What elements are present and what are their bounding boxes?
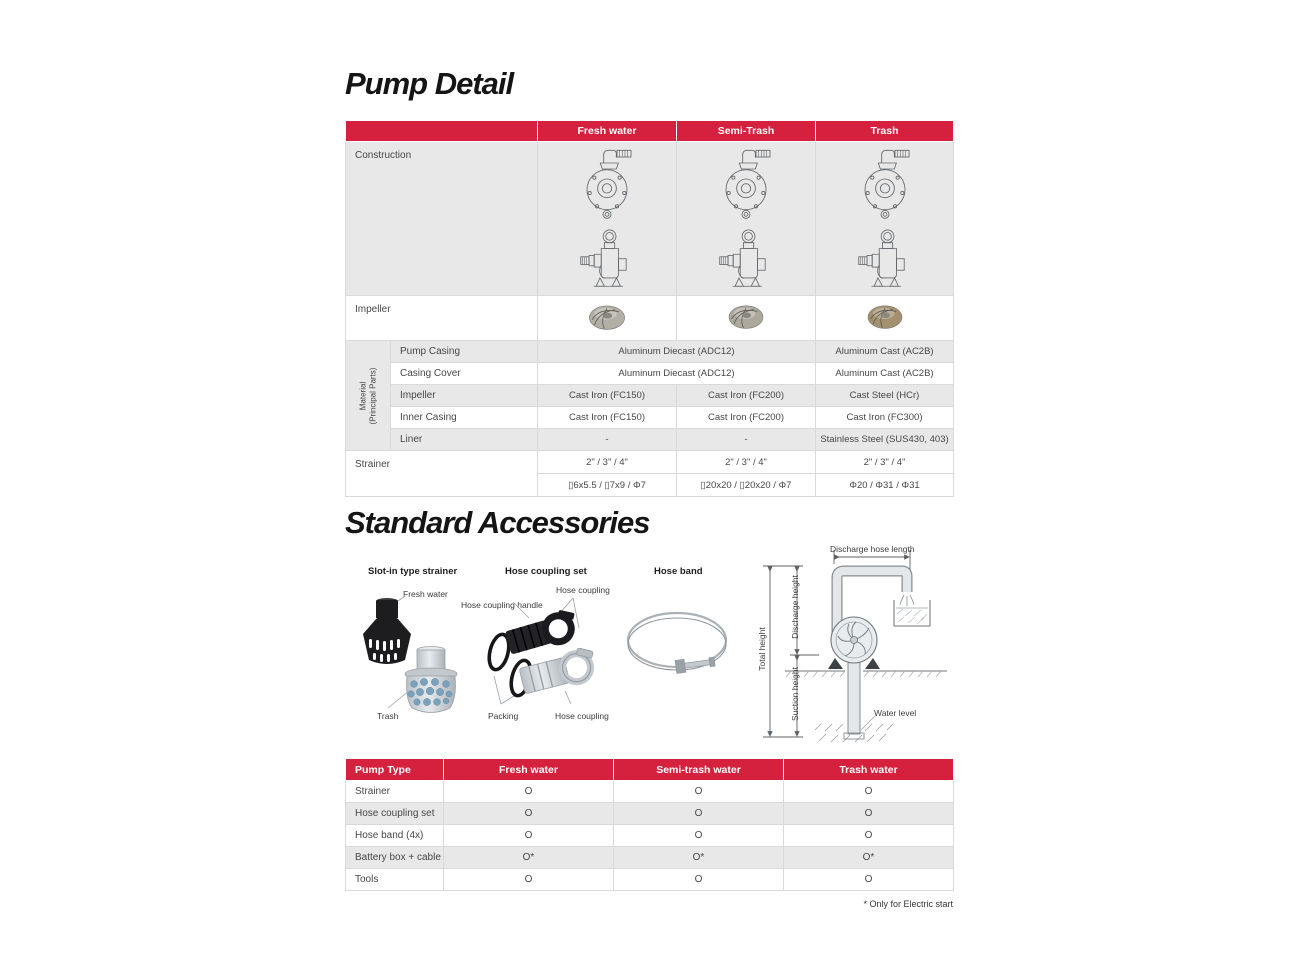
- material-sublabel: Inner Casing: [391, 407, 538, 429]
- accessory-table-header-row: [346, 759, 954, 781]
- impeller-photo-fresh: [538, 296, 677, 341]
- header-semi-trash-water: Semi-trash water: [614, 759, 784, 781]
- pump-side-drawing: [568, 228, 646, 292]
- header-trash-water: Trash water: [784, 759, 954, 781]
- material-value: Cast Iron (FC200): [677, 407, 816, 429]
- header-pump-type: Pump Type: [346, 759, 444, 781]
- pump-detail-table: [345, 120, 954, 497]
- header-semi-trash: Semi-Trash: [677, 121, 816, 142]
- material-label-line1: Material: [358, 381, 367, 410]
- hose-band-image: [622, 600, 734, 695]
- strainer-trash-label: Trash: [377, 711, 399, 721]
- cell-value: O: [614, 869, 784, 891]
- total-height-label: Total height: [757, 627, 767, 671]
- strainer-size-row: [346, 451, 954, 474]
- cell-value: O: [614, 825, 784, 847]
- pump-front-drawing: [569, 145, 645, 225]
- hose-coupling-set-title: Hose coupling set: [505, 566, 587, 577]
- accessory-row-battery-box: [346, 847, 954, 869]
- material-group-label: [346, 341, 391, 451]
- pump-side-drawing: [707, 228, 785, 292]
- row-label: Strainer: [346, 781, 444, 803]
- construction-row: [346, 142, 954, 296]
- pump-side-drawing: [843, 228, 927, 292]
- hose-coupling-set-image: [455, 596, 605, 710]
- cell-value: O: [784, 869, 954, 891]
- accessory-row-hose-band: [346, 825, 954, 847]
- slot-in-strainer-image: [358, 596, 463, 718]
- hose-coupling-bottom-label: Hose coupling: [555, 711, 609, 721]
- discharge-hose-length-label: Discharge hose length: [830, 544, 915, 554]
- material-label-line2: (Principal Parts): [368, 367, 377, 424]
- material-value: -: [538, 429, 677, 451]
- cell-value: O*: [444, 847, 614, 869]
- fresh-water-strainer: [363, 598, 411, 664]
- water-level-label: Water level: [874, 708, 917, 718]
- row-label: Battery box + cable: [346, 847, 444, 869]
- page-title-pump-detail: Pump Detail: [345, 66, 514, 101]
- material-row-liner: [346, 429, 954, 451]
- impeller-row: [346, 296, 954, 341]
- impeller-photo-semi-trash: [677, 296, 816, 341]
- page-title-standard-accessories: Standard Accessories: [345, 505, 650, 540]
- pump-table-header-row: [346, 121, 954, 142]
- material-sublabel: Casing Cover: [391, 363, 538, 385]
- material-sublabel: Liner: [391, 429, 538, 451]
- strainer-size: 2" / 3" / 4": [677, 451, 816, 474]
- metal-hose-coupling: [518, 644, 600, 694]
- pump-installation-diagram: [757, 540, 957, 745]
- standard-accessories-table: [345, 758, 954, 891]
- cell-value: O*: [614, 847, 784, 869]
- strainer-mesh: Φ20 / Φ31 / Φ31: [816, 474, 954, 497]
- header-blank: [346, 121, 538, 142]
- accessory-row-hose-coupling-set: [346, 803, 954, 825]
- header-fresh-water: Fresh water: [444, 759, 614, 781]
- hose-coupling-top-label: Hose coupling: [556, 585, 610, 595]
- pump-front-drawing: [708, 145, 784, 225]
- strainer-mesh: ▯20x20 / ▯20x20 / Φ7: [677, 474, 816, 497]
- cell-value: O: [784, 825, 954, 847]
- cell-value: O: [784, 781, 954, 803]
- cell-value: O: [444, 803, 614, 825]
- electric-start-footnote: * Only for Electric start: [863, 899, 953, 909]
- suction-height-label: Suction height: [790, 667, 800, 721]
- header-fresh-water: Fresh water: [538, 121, 677, 142]
- hose-coupling-handle-label: Hose coupling handle: [461, 600, 543, 610]
- pump-front-drawing: [844, 145, 926, 225]
- material-value: Aluminum Cast (AC2B): [816, 363, 954, 385]
- strainer-size: 2" / 3" / 4": [816, 451, 954, 474]
- cell-value: O: [614, 803, 784, 825]
- impeller-label: Impeller: [346, 296, 538, 341]
- cell-value: O*: [784, 847, 954, 869]
- construction-label: Construction: [346, 142, 538, 296]
- material-row-impeller: [346, 385, 954, 407]
- material-sublabel: Impeller: [391, 385, 538, 407]
- material-value: Aluminum Cast (AC2B): [816, 341, 954, 363]
- strainer-mesh: ▯6x5.5 / ▯7x9 / Φ7: [538, 474, 677, 497]
- strainer-size: 2" / 3" / 4": [538, 451, 677, 474]
- strainer-label: Strainer: [346, 451, 538, 497]
- packing-label: Packing: [488, 711, 519, 721]
- material-value: -: [677, 429, 816, 451]
- material-value: Cast Iron (FC150): [538, 385, 677, 407]
- cell-value: O: [444, 869, 614, 891]
- row-label: Hose coupling set: [346, 803, 444, 825]
- impeller-photo-trash: [816, 296, 954, 341]
- strainer-fresh-water-label: Fresh water: [403, 589, 448, 599]
- material-row-inner-casing: [346, 407, 954, 429]
- material-value: Cast Steel (HCr): [816, 385, 954, 407]
- row-label: Tools: [346, 869, 444, 891]
- material-value: Aluminum Diecast (ADC12): [538, 341, 816, 363]
- trash-strainer: [405, 647, 457, 713]
- construction-drawing-fresh: [538, 142, 677, 296]
- slot-in-strainer-title: Slot-in type strainer: [368, 566, 458, 577]
- black-hose-coupling: [503, 606, 581, 656]
- material-value: Cast Iron (FC300): [816, 407, 954, 429]
- construction-drawing-semi-trash: [677, 142, 816, 296]
- material-value: Stainless Steel (SUS430, 403): [816, 429, 954, 451]
- accessory-row-strainer: [346, 781, 954, 803]
- row-label: Hose band (4x): [346, 825, 444, 847]
- cell-value: O: [784, 803, 954, 825]
- hose-band-bolt: [675, 655, 715, 673]
- header-trash: Trash: [816, 121, 954, 142]
- discharge-height-label: Discharge height: [790, 575, 800, 639]
- cell-value: O: [444, 825, 614, 847]
- cell-value: O: [614, 781, 784, 803]
- material-row-pump-casing: [346, 341, 954, 363]
- construction-drawing-trash: [816, 142, 954, 296]
- cell-value: O: [444, 781, 614, 803]
- material-value: Cast Iron (FC200): [677, 385, 816, 407]
- material-value: Cast Iron (FC150): [538, 407, 677, 429]
- material-value: Aluminum Diecast (ADC12): [538, 363, 816, 385]
- material-row-casing-cover: [346, 363, 954, 385]
- hose-band-title: Hose band: [654, 566, 703, 577]
- material-sublabel: Pump Casing: [391, 341, 538, 363]
- accessory-row-tools: [346, 869, 954, 891]
